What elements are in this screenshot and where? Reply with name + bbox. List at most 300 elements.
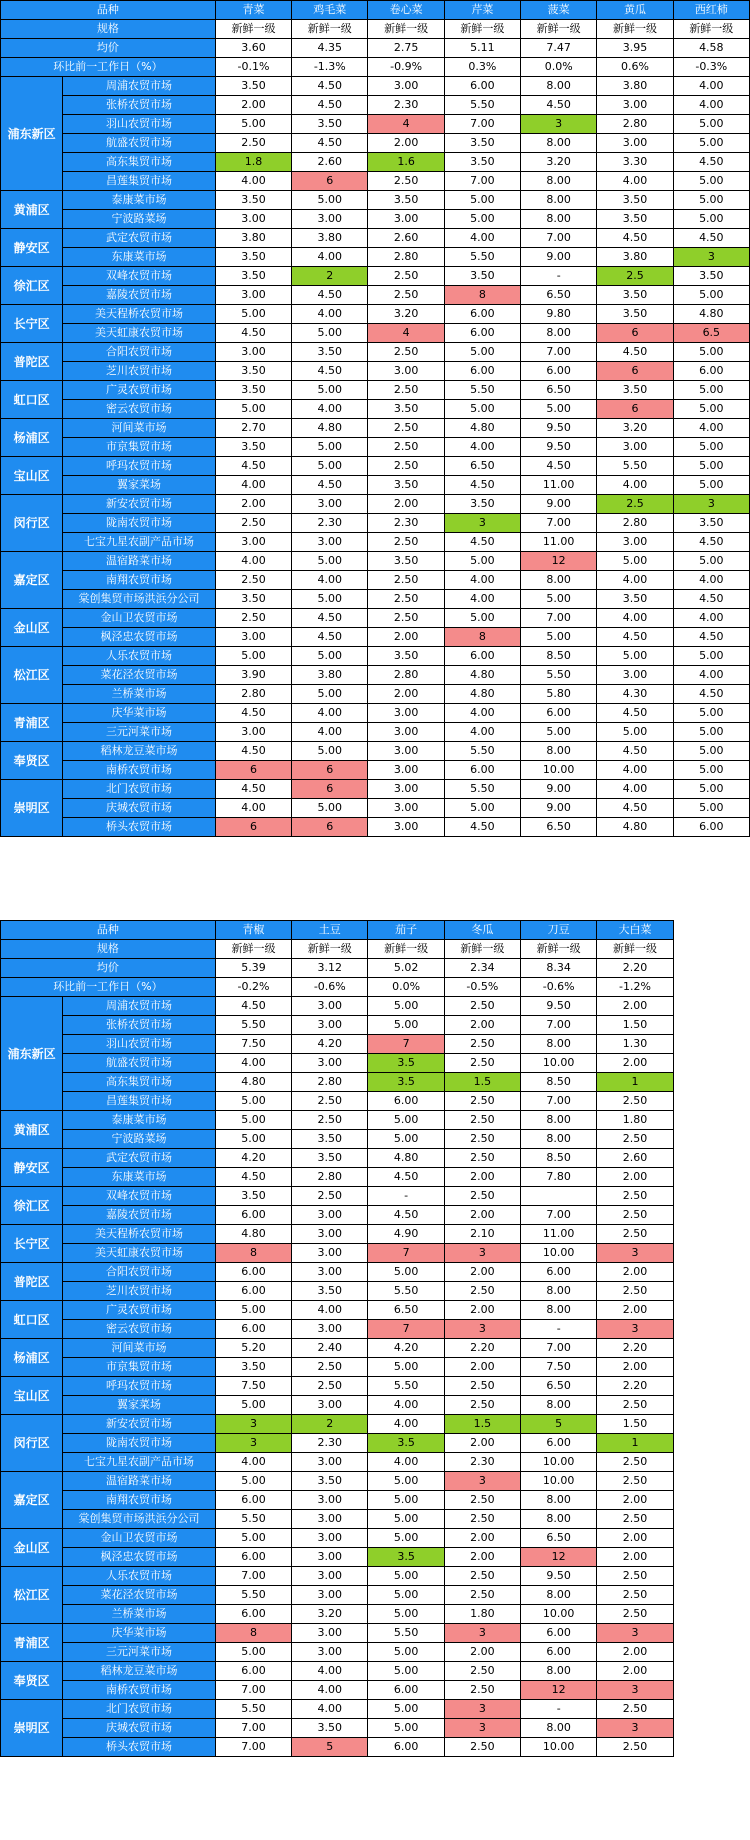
price-cell: 3 [215, 1434, 291, 1453]
market-name: 人乐农贸市场 [63, 647, 216, 666]
market-name: 航盛农贸市场 [63, 1054, 216, 1073]
price-cell: 4.50 [292, 286, 368, 305]
price-cell: 4.80 [444, 685, 520, 704]
price-cell: 5.00 [368, 1016, 444, 1035]
market-name: 呼玛农贸市场 [63, 1377, 216, 1396]
price-cell: 12 [521, 1681, 597, 1700]
item-name-2: 卷心菜 [368, 1, 444, 20]
price-cell: 4.00 [292, 571, 368, 590]
price-cell: 2.50 [444, 1149, 520, 1168]
price-cell: 2.50 [444, 1377, 520, 1396]
price-cell: 1.8 [215, 153, 291, 172]
price-cell: 2 [292, 1415, 368, 1434]
price-cell: 2 [292, 267, 368, 286]
price-cell: 3.50 [215, 1358, 291, 1377]
price-cell: 2.50 [444, 1092, 520, 1111]
price-cell: 6.00 [215, 1282, 291, 1301]
price-cell: 2.50 [368, 267, 444, 286]
price-cell: - [521, 267, 597, 286]
price-cell: 4.80 [444, 666, 520, 685]
price-cell: 5.00 [673, 457, 749, 476]
market-name: 南桥农贸市场 [63, 761, 216, 780]
price-cell: 2.30 [292, 514, 368, 533]
market-name: 美天程桥农贸市场 [63, 305, 216, 324]
price-cell: 8.00 [521, 134, 597, 153]
district-name: 闵行区 [1, 1415, 63, 1472]
market-name: 人乐农贸市场 [63, 1567, 216, 1586]
price-cell: 2.80 [292, 1073, 368, 1092]
price-cell: 5.50 [368, 1624, 444, 1643]
price-cell: 2.50 [597, 1605, 673, 1624]
blank-cell [673, 1225, 749, 1244]
price-cell: 5.00 [597, 552, 673, 571]
price-cell: 5.00 [673, 552, 749, 571]
price-cell: 6.00 [444, 77, 520, 96]
price-cell: 2.5 [597, 267, 673, 286]
price-cell: 3.00 [292, 1206, 368, 1225]
price-cell: 2.50 [444, 997, 520, 1016]
item-name-4: 菠菜 [521, 1, 597, 20]
price-cell: 5.00 [521, 590, 597, 609]
district-name: 宝山区 [1, 457, 63, 495]
blank-cell [673, 1567, 749, 1586]
price-cell: 4.50 [673, 229, 749, 248]
price-cell: 10.00 [521, 1244, 597, 1263]
price-cell: 3.50 [215, 77, 291, 96]
item-name-0: 青菜 [215, 1, 291, 20]
price-cell: 2.00 [444, 1529, 520, 1548]
price-cell: 3 [444, 1320, 520, 1339]
market-name: 温宿路菜市场 [63, 552, 216, 571]
table-row [1, 628, 750, 647]
price-cell: 1 [597, 1073, 673, 1092]
price-cell: 2.50 [444, 1567, 520, 1586]
market-name: 稻林龙豆菜市场 [63, 742, 216, 761]
market-name: 七宝九星农副产品市场 [63, 1453, 216, 1472]
blank-cell [673, 940, 749, 959]
price-cell: 6.00 [521, 1624, 597, 1643]
price-cell: 3.50 [444, 153, 520, 172]
price-cell: 1.5 [444, 1073, 520, 1092]
price-cell: 5.00 [521, 628, 597, 647]
price-cell: 2.50 [597, 1092, 673, 1111]
price-cell: 5.50 [597, 457, 673, 476]
price-cell: 2.50 [597, 1567, 673, 1586]
price-cell: 4.50 [215, 704, 291, 723]
table-row [1, 533, 750, 552]
price-cell: 2.50 [292, 1187, 368, 1206]
item-name-0: 青椒 [215, 921, 291, 940]
price-cell: 4.00 [444, 438, 520, 457]
blank-cell [673, 1377, 749, 1396]
price-cell: 4.50 [444, 533, 520, 552]
price-cell: 2.30 [368, 96, 444, 115]
price-cell: 9.50 [521, 1567, 597, 1586]
price-cell: 3.00 [215, 210, 291, 229]
price-cell: 8.00 [521, 1491, 597, 1510]
table-row [1, 229, 750, 248]
market-name: 金山卫农贸市场 [63, 609, 216, 628]
market-name: 枫泾忠农贸市场 [63, 1548, 216, 1567]
price-cell: 3.80 [292, 666, 368, 685]
price-cell: 6.00 [368, 1738, 444, 1757]
price-cell: 3.00 [368, 362, 444, 381]
price-cell: 8.00 [521, 571, 597, 590]
market-name: 张桥农贸市场 [63, 1016, 216, 1035]
price-cell: 2.50 [368, 343, 444, 362]
district-name: 黄浦区 [1, 191, 63, 229]
table-row [1, 1016, 750, 1035]
price-cell: 2.80 [368, 248, 444, 267]
change-4: 0.0% [521, 58, 597, 77]
market-name: 泰康菜市场 [63, 191, 216, 210]
market-name: 菜花泾农贸市场 [63, 666, 216, 685]
price-cell: 8.00 [521, 1301, 597, 1320]
price-cell: 5.00 [292, 381, 368, 400]
price-cell: 3.80 [597, 77, 673, 96]
table-row [1, 1624, 750, 1643]
table-row [1, 153, 750, 172]
price-cell: 4.00 [444, 704, 520, 723]
blank-cell [673, 1529, 749, 1548]
market-name: 嘉陵农贸市场 [63, 1206, 216, 1225]
price-cell: 5.00 [673, 438, 749, 457]
price-cell: 4.50 [368, 1206, 444, 1225]
spec-label: 规格 [1, 20, 216, 39]
market-name: 北门农贸市场 [63, 1700, 216, 1719]
blank-cell [673, 1491, 749, 1510]
district-name: 金山区 [1, 609, 63, 647]
market-name: 南桥农贸市场 [63, 1681, 216, 1700]
price-cell: 1.6 [368, 153, 444, 172]
price-cell: 8 [215, 1624, 291, 1643]
market-name: 双峰农贸市场 [63, 1187, 216, 1206]
market-name: 张桥农贸市场 [63, 96, 216, 115]
item-name-2: 茄子 [368, 921, 444, 940]
table-row [1, 761, 750, 780]
price-cell [521, 1187, 597, 1206]
table-row [1, 666, 750, 685]
price-cell: 5.50 [215, 1700, 291, 1719]
price-cell: 5.00 [292, 647, 368, 666]
price-cell: 5.00 [673, 134, 749, 153]
price-cell: 5.00 [673, 761, 749, 780]
price-cell: 2.60 [597, 1149, 673, 1168]
price-cell: 5.00 [444, 552, 520, 571]
blank-cell [673, 1643, 749, 1662]
market-name: 河间菜市场 [63, 1339, 216, 1358]
price-table-1 [0, 0, 750, 837]
spec-4: 新鲜一级 [521, 20, 597, 39]
blank-cell [673, 1263, 749, 1282]
price-cell: 2.50 [292, 1111, 368, 1130]
price-cell: 5.50 [444, 742, 520, 761]
price-cell: 5.00 [368, 997, 444, 1016]
price-cell: 6.00 [215, 1662, 291, 1681]
price-cell: 2.50 [597, 1187, 673, 1206]
table-row [1, 362, 750, 381]
price-cell: 5.00 [215, 1472, 291, 1491]
spec-label: 规格 [1, 940, 216, 959]
price-cell: 6.00 [215, 1263, 291, 1282]
district-name: 浦东新区 [1, 997, 63, 1111]
price-cell: 6.50 [444, 457, 520, 476]
price-cell: 7.00 [215, 1738, 291, 1757]
price-cell: 2.50 [215, 134, 291, 153]
market-name: 昌莲集贸市场 [63, 1092, 216, 1111]
table-row [1, 343, 750, 362]
price-cell: 5.00 [673, 647, 749, 666]
price-cell: 6 [597, 400, 673, 419]
district-name: 嘉定区 [1, 1472, 63, 1529]
price-cell: 4.50 [444, 818, 520, 837]
table-row [1, 400, 750, 419]
price-cell: 3.50 [597, 381, 673, 400]
price-cell: 4.50 [292, 134, 368, 153]
price-cell: 9.50 [521, 997, 597, 1016]
price-cell: 5.00 [673, 704, 749, 723]
price-cell: 2.00 [444, 1168, 520, 1187]
change-2: 0.0% [368, 978, 444, 997]
price-cell: 5.00 [673, 286, 749, 305]
market-name: 新安农贸市场 [63, 1415, 216, 1434]
price-cell: 2.50 [368, 438, 444, 457]
table-row [1, 1339, 750, 1358]
price-cell: 8 [444, 628, 520, 647]
price-cell: 3.00 [368, 77, 444, 96]
price-cell: 6.50 [368, 1301, 444, 1320]
district-name: 奉贤区 [1, 742, 63, 780]
price-cell: 7.00 [521, 609, 597, 628]
change-0: -0.2% [215, 978, 291, 997]
price-cell: 5.00 [368, 1491, 444, 1510]
price-cell: 4.80 [597, 818, 673, 837]
price-cell: 5.00 [215, 647, 291, 666]
price-cell: 5.00 [444, 609, 520, 628]
price-cell: 6.00 [368, 1092, 444, 1111]
price-cell: 6 [292, 818, 368, 837]
avg-0: 5.39 [215, 959, 291, 978]
price-cell: 12 [521, 1548, 597, 1567]
price-cell: 4.00 [673, 609, 749, 628]
price-cell: 6.50 [521, 818, 597, 837]
price-cell: 2.30 [444, 1453, 520, 1472]
price-cell: 2.50 [292, 1092, 368, 1111]
blank-cell [673, 1016, 749, 1035]
price-cell: 4.50 [215, 780, 291, 799]
market-name: 七宝九星农副产品市场 [63, 533, 216, 552]
market-name: 广灵农贸市场 [63, 381, 216, 400]
price-cell: 4.00 [215, 1453, 291, 1472]
market-name: 南翔农贸市场 [63, 1491, 216, 1510]
price-cell: 3.50 [597, 305, 673, 324]
price-cell: 3.50 [215, 438, 291, 457]
table-row [1, 1054, 750, 1073]
price-cell: 5.00 [368, 1662, 444, 1681]
price-cell: 4.50 [597, 229, 673, 248]
price-cell: 2.50 [597, 1738, 673, 1757]
spec-3: 新鲜一级 [444, 940, 520, 959]
price-cell: 3 [673, 248, 749, 267]
price-cell: 2.00 [597, 1358, 673, 1377]
table-row [1, 1206, 750, 1225]
price-cell: 3.90 [215, 666, 291, 685]
table-row [1, 609, 750, 628]
avg-0: 3.60 [215, 39, 291, 58]
price-cell: 4.00 [292, 704, 368, 723]
market-name: 昌莲集贸市场 [63, 172, 216, 191]
price-cell: 4.20 [215, 1149, 291, 1168]
blank-cell [673, 997, 749, 1016]
price-cell: 8.00 [521, 1662, 597, 1681]
table-row [1, 191, 750, 210]
district-name: 普陀区 [1, 1263, 63, 1301]
price-cell: 5.00 [673, 723, 749, 742]
price-cell: 2.80 [597, 115, 673, 134]
price-cell: 2.50 [597, 1396, 673, 1415]
price-cell: 6 [292, 780, 368, 799]
price-cell: 2.50 [215, 514, 291, 533]
price-cell: 2.00 [444, 1643, 520, 1662]
price-cell: 4.00 [368, 1453, 444, 1472]
price-cell: 10.00 [521, 1453, 597, 1472]
price-cell: 5.00 [215, 400, 291, 419]
price-cell: 5.00 [292, 324, 368, 343]
table-row [1, 172, 750, 191]
price-cell: 3.50 [292, 1130, 368, 1149]
table-row [1, 1415, 750, 1434]
price-cell: 4.50 [215, 457, 291, 476]
price-cell: 5.00 [597, 647, 673, 666]
price-cell: 9.00 [521, 248, 597, 267]
price-cell: 5.50 [444, 381, 520, 400]
price-cell: 3.00 [597, 96, 673, 115]
price-cell: 7.00 [521, 1092, 597, 1111]
price-cell: 3.50 [444, 495, 520, 514]
price-cell: 4.80 [215, 1073, 291, 1092]
spec-0: 新鲜一级 [215, 20, 291, 39]
table-row [1, 742, 750, 761]
price-cell: 3.00 [292, 1016, 368, 1035]
market-name: 宁波路菜场 [63, 210, 216, 229]
item-name-3: 冬瓜 [444, 921, 520, 940]
district-name: 崇明区 [1, 780, 63, 837]
price-cell: 5.00 [368, 1111, 444, 1130]
price-cell: 7.00 [521, 1016, 597, 1035]
price-cell: 2.50 [444, 1035, 520, 1054]
price-cell: 2.00 [597, 1054, 673, 1073]
market-name: 金山卫农贸市场 [63, 1529, 216, 1548]
price-cell: 5.00 [444, 210, 520, 229]
table-row [1, 419, 750, 438]
price-cell: 2.50 [444, 1130, 520, 1149]
table-row [1, 1586, 750, 1605]
price-cell: 4.50 [215, 1168, 291, 1187]
price-cell: 2.80 [368, 666, 444, 685]
table-row [1, 1168, 750, 1187]
price-cell: 6.00 [444, 324, 520, 343]
table-row [1, 685, 750, 704]
price-cell: 3 [444, 1624, 520, 1643]
market-name: 美天程桥农贸市场 [63, 1225, 216, 1244]
market-name: 桥头农贸市场 [63, 818, 216, 837]
change-label: 环比前一工作日（%） [1, 58, 216, 77]
price-cell: 2.10 [444, 1225, 520, 1244]
price-cell: 3 [597, 1244, 673, 1263]
price-cell: 2.00 [444, 1206, 520, 1225]
price-cell: 5.00 [292, 552, 368, 571]
district-name: 浦东新区 [1, 77, 63, 191]
market-name: 稻林龙豆菜市场 [63, 1662, 216, 1681]
price-cell: 8.00 [521, 1111, 597, 1130]
district-name: 青浦区 [1, 1624, 63, 1662]
price-cell: 5.00 [368, 1719, 444, 1738]
price-cell: 2.50 [368, 533, 444, 552]
price-cell: 6.00 [215, 1206, 291, 1225]
price-cell: 4.00 [444, 723, 520, 742]
price-cell: 4.00 [444, 571, 520, 590]
price-cell: 5.00 [673, 191, 749, 210]
table-row [1, 1396, 750, 1415]
price-cell: 6 [292, 172, 368, 191]
price-cell: 3 [444, 1700, 520, 1719]
table-row [1, 1130, 750, 1149]
price-cell: 2.00 [215, 495, 291, 514]
price-cell: 5.00 [215, 1643, 291, 1662]
avg-4: 7.47 [521, 39, 597, 58]
price-cell: 6.00 [368, 1681, 444, 1700]
price-cell: 2.50 [444, 1282, 520, 1301]
price-cell: 2.50 [444, 1662, 520, 1681]
blank-cell [673, 1738, 749, 1757]
price-cell: 2.20 [597, 1339, 673, 1358]
district-name: 静安区 [1, 1149, 63, 1187]
price-cell: 3.00 [292, 495, 368, 514]
price-cell: 4.50 [292, 77, 368, 96]
price-cell: 4.00 [292, 1662, 368, 1681]
price-cell: 5.00 [444, 191, 520, 210]
price-cell: 3.50 [597, 286, 673, 305]
district-name: 崇明区 [1, 1700, 63, 1757]
price-cell: 3.00 [292, 1396, 368, 1415]
price-cell: 9.80 [521, 305, 597, 324]
price-cell: 3.00 [215, 723, 291, 742]
price-cell: 2.00 [597, 1263, 673, 1282]
price-cell: 2.50 [215, 609, 291, 628]
price-cell: 6.50 [521, 286, 597, 305]
market-name: 合阳农贸市场 [63, 343, 216, 362]
price-cell: 6 [597, 362, 673, 381]
price-cell: 7.00 [521, 1206, 597, 1225]
price-cell: - [521, 1320, 597, 1339]
price-cell: 2.50 [292, 1358, 368, 1377]
price-cell: 2.50 [597, 1510, 673, 1529]
price-cell: 2.50 [597, 1586, 673, 1605]
market-name: 武定农贸市场 [63, 229, 216, 248]
blank-cell [673, 1301, 749, 1320]
blank-cell [673, 1339, 749, 1358]
item-name-5: 黄瓜 [597, 1, 673, 20]
price-cell: 2.00 [597, 997, 673, 1016]
price-cell: 3.00 [597, 134, 673, 153]
table-row [1, 1301, 750, 1320]
price-cell: 7.00 [215, 1681, 291, 1700]
price-cell: 6.50 [521, 1529, 597, 1548]
price-cell: 5.00 [215, 115, 291, 134]
price-cell: 3 [444, 514, 520, 533]
market-name: 北门农贸市场 [63, 780, 216, 799]
spec-1: 新鲜一级 [292, 20, 368, 39]
